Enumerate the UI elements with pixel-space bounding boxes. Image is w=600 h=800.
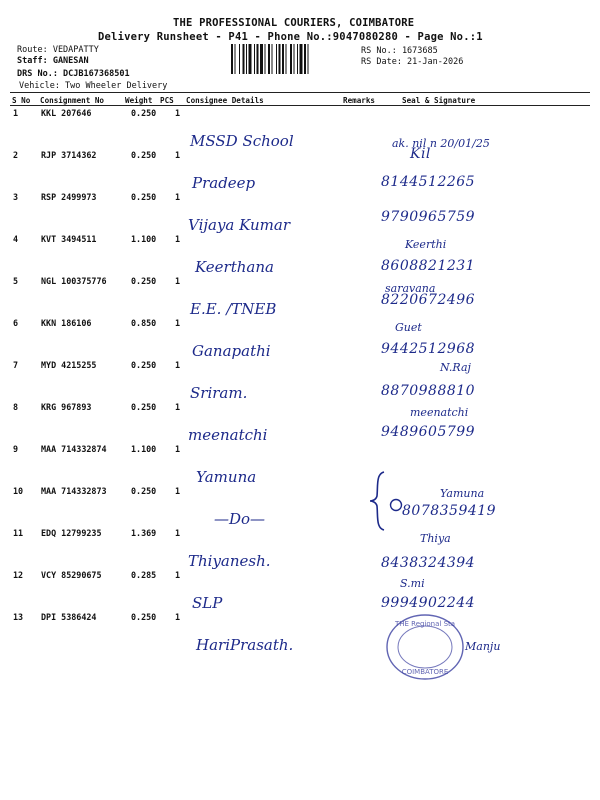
row-weight: 0.250 — [131, 486, 157, 496]
row-pcs: 1 — [175, 402, 181, 412]
row-phone-handwritten: 8608821231 — [381, 258, 476, 274]
row-pcs: 1 — [175, 108, 181, 118]
row-sno: 12 — [13, 570, 24, 580]
row-signature: Keerthi — [405, 238, 447, 251]
barcode-bar — [308, 44, 309, 74]
header-top-rule — [10, 92, 590, 93]
row-phone-handwritten: Kil — [410, 146, 431, 162]
row-phone-handwritten: 9489605799 — [381, 424, 476, 440]
barcode-bar — [304, 44, 306, 74]
rs-number: RS No.: 1673685 — [361, 46, 438, 56]
row-consignment: VCY 85290675 — [41, 570, 102, 580]
barcode-bar — [286, 44, 287, 74]
barcode-bar — [260, 44, 263, 74]
row-phone-handwritten: 8438324394 — [381, 555, 476, 571]
row-phone-handwritten: 9790965759 — [381, 209, 476, 225]
row-sno: 4 — [13, 234, 19, 244]
row-phone-handwritten: 9994902244 — [381, 595, 476, 611]
row-sno: 6 — [13, 318, 19, 328]
row-consignee-handwritten: Ganapathi — [192, 342, 271, 360]
drs-label: DRS No.: DCJB167368501 — [17, 69, 130, 79]
row-consignment: KRG 967893 — [41, 402, 92, 412]
row-signature: S.mi — [400, 577, 425, 590]
barcode-image — [231, 44, 357, 74]
row-phone-handwritten: 8220672496 — [381, 292, 476, 308]
barcode-bar — [243, 44, 245, 74]
row-consignee-handwritten: Thiyanesh. — [188, 552, 271, 570]
row-pcs: 1 — [175, 276, 181, 286]
row-consignment: MYD 4215255 — [41, 360, 97, 370]
row-weight: 1.369 — [131, 528, 157, 538]
row-phone-handwritten: 8870988810 — [381, 383, 476, 399]
row-signature: Thiya — [420, 532, 451, 545]
row-consignment: RJP 3714362 — [41, 150, 97, 160]
col-consignment: Consignment No — [40, 96, 105, 105]
col-seal: Seal & Signature — [402, 96, 476, 105]
row-consignee-handwritten: Pradeep — [192, 174, 256, 192]
row-consignment: MAA 714332874 — [41, 444, 107, 454]
row-consignment: NGL 100375776 — [41, 276, 107, 286]
row-weight: 1.100 — [131, 444, 157, 454]
row-pcs: 1 — [175, 528, 181, 538]
row-pcs: 1 — [175, 234, 181, 244]
row-consignee-handwritten: Sriram. — [190, 384, 248, 402]
row-signature: Manju — [465, 640, 501, 653]
row-sno: 7 — [13, 360, 19, 370]
row-consignee-handwritten: Yamuna — [196, 468, 257, 486]
row-signature: saravana — [385, 282, 436, 295]
row-consignment: KKL 207646 — [41, 108, 92, 118]
row-weight: 0.250 — [131, 360, 157, 370]
barcode-bar — [268, 44, 270, 74]
barcode-bar — [239, 44, 240, 74]
staff-label: Staff: GANESAN — [17, 56, 89, 66]
col-remarks: Remarks — [343, 96, 376, 105]
row-consignment: KKN 186106 — [41, 318, 92, 328]
barcode-bar — [246, 44, 247, 74]
row-consignment: DPI 5386424 — [41, 612, 97, 622]
row-consignee-handwritten: Keerthana — [195, 258, 274, 276]
row-weight: 0.250 — [131, 276, 157, 286]
row-sno: 8 — [13, 402, 19, 412]
col-weight: Weight — [125, 96, 153, 105]
runsheet-subtitle: Delivery Runsheet - P41 - Phone No.:9047080280 - Page No.:1 — [98, 31, 483, 43]
barcode-bar — [235, 44, 236, 74]
header-bottom-rule — [10, 105, 590, 106]
row-consignee-handwritten: SLP — [192, 594, 223, 612]
barcode-bar — [290, 44, 292, 74]
row-weight: 0.850 — [131, 318, 157, 328]
row-pcs: 1 — [175, 360, 181, 370]
barcode-bar — [297, 44, 298, 74]
bracket-mark — [368, 470, 388, 532]
row-phone-handwritten: 8078359419 — [402, 503, 497, 519]
barcode-bar — [257, 44, 259, 74]
barcode-bar — [279, 44, 281, 74]
runsheet-title: THE PROFESSIONAL COURIERS, COIMBATORE — [173, 17, 415, 29]
rs-date: RS Date: 21-Jan-2026 — [361, 57, 464, 67]
circle-mark — [388, 497, 404, 513]
barcode-bar — [272, 44, 273, 74]
col-sno: S No — [12, 96, 31, 105]
row-consignee-handwritten: E.E. /TNEB — [190, 300, 277, 318]
barcode-bar — [276, 44, 277, 74]
row-consignee-handwritten: meenatchi — [188, 426, 268, 444]
row-sno: 2 — [13, 150, 19, 160]
svg-text:THE Regional Sta: THE Regional Sta — [394, 620, 456, 628]
barcode-bar — [282, 44, 284, 74]
row-weight: 0.250 — [131, 150, 157, 160]
row-weight: 0.250 — [131, 612, 157, 622]
row-weight: 0.285 — [131, 570, 157, 580]
row-sno: 3 — [13, 192, 19, 202]
row-weight: 0.250 — [131, 108, 157, 118]
row-signature: meenatchi — [410, 406, 469, 419]
row-pcs: 1 — [175, 150, 181, 160]
row-pcs: 1 — [175, 192, 181, 202]
row-weight: 0.250 — [131, 402, 157, 412]
row-consignee-handwritten: Vijaya Kumar — [188, 216, 291, 234]
row-sno: 10 — [13, 486, 24, 496]
row-sno: 13 — [13, 612, 24, 622]
barcode-bar — [300, 44, 303, 74]
col-pcs: PCS — [160, 96, 174, 105]
row-weight: 1.100 — [131, 234, 157, 244]
col-consignee: Consignee Details — [186, 96, 264, 105]
row-sno: 1 — [13, 108, 19, 118]
row-sno: 11 — [13, 528, 24, 538]
row-consignee-handwritten: MSSD School — [190, 132, 294, 150]
row-pcs: 1 — [175, 486, 181, 496]
row-weight: 0.250 — [131, 192, 157, 202]
row-consignment: KVT 3494511 — [41, 234, 97, 244]
row-pcs: 1 — [175, 318, 181, 328]
barcode-bar — [294, 44, 295, 74]
barcode-bar — [265, 44, 266, 74]
row-consignment: EDQ 12799235 — [41, 528, 102, 538]
route-label: Route: VEDAPATTY — [17, 45, 99, 55]
row-consignee-handwritten: —Do— — [214, 510, 266, 528]
row-signature: N.Raj — [440, 361, 471, 374]
row-signature: Guet — [395, 321, 422, 334]
row-pcs: 1 — [175, 612, 181, 622]
barcode-bar — [249, 44, 252, 74]
row-pcs: 1 — [175, 570, 181, 580]
office-stamp — [384, 612, 466, 682]
row-sno: 9 — [13, 444, 19, 454]
vehicle-label: Vehicle: Two Wheeler Delivery — [19, 81, 168, 91]
row-phone-handwritten: 9442512968 — [381, 341, 476, 357]
row-signature: ak. nil n 20/01/25 — [392, 137, 490, 150]
row-sno: 5 — [13, 276, 19, 286]
row-signature: Yamuna — [440, 487, 485, 500]
svg-text:COIMBATORE: COIMBATORE — [401, 668, 449, 676]
row-consignment: RSP 2499973 — [41, 192, 97, 202]
row-consignee-handwritten: HariPrasath. — [196, 636, 294, 654]
row-phone-handwritten: 8144512265 — [381, 174, 476, 190]
row-consignment: MAA 714332873 — [41, 486, 107, 496]
barcode-bar — [254, 44, 255, 74]
barcode-bar — [231, 44, 233, 74]
row-pcs: 1 — [175, 444, 181, 454]
